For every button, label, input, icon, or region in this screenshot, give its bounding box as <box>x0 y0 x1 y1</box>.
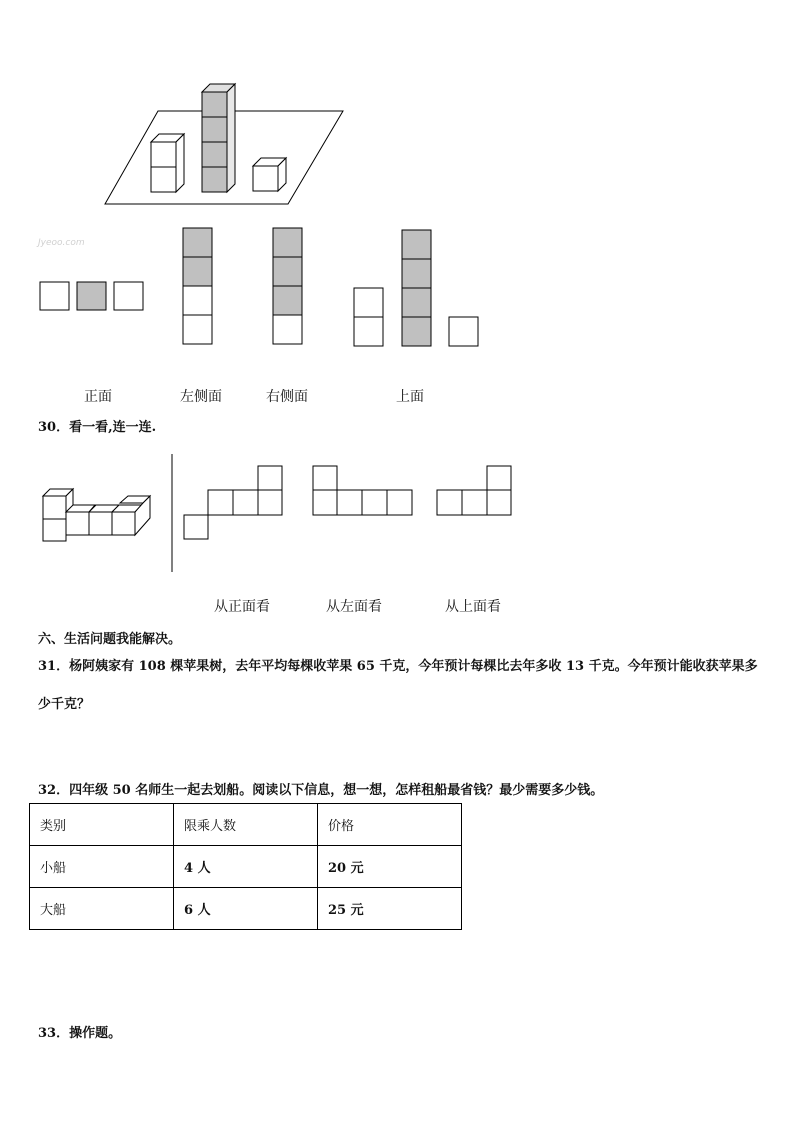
table-row <box>30 888 462 930</box>
question-33-text: 33．操作题。 <box>38 1026 122 1041</box>
left-cube-stack <box>151 134 184 192</box>
table-cell: 4 人 <box>174 846 318 888</box>
table-header-row <box>30 804 462 846</box>
label-top: 上面 <box>396 389 424 405</box>
table-header-cell: 限乘人数 <box>174 804 318 846</box>
table-cell: 6 人 <box>174 888 318 930</box>
table-header-cell: 类别 <box>30 804 174 846</box>
q30-view-option-2 <box>313 466 412 515</box>
label-right-side: 右侧面 <box>266 389 308 405</box>
q30-3d-shape <box>43 489 150 541</box>
table-row <box>30 846 462 888</box>
question-32-text: 32．四年级 50 名师生一起去划船。阅读以下信息，想一想，怎样租船最省钱？最少需要多少钱。 <box>38 783 604 798</box>
left-side-view <box>183 228 212 344</box>
label-from-left: 从左面看 <box>326 599 382 615</box>
cube-stack-figure <box>0 0 794 420</box>
table-cell: 20 元 <box>318 846 462 888</box>
question-31-text: 31．杨阿姨家有 108 棵苹果树，去年平均每棵收苹果 65 千克，今年预计每棵比去年多收 13 千克。今年预计能收获苹果多少千克？ <box>38 659 758 712</box>
tall-cube-stack <box>202 84 235 192</box>
top-view <box>354 230 478 346</box>
table-cell: 大船 <box>30 888 174 930</box>
q30-figure <box>0 440 794 590</box>
q30-view-option-1 <box>184 466 282 539</box>
single-cube <box>253 158 286 191</box>
label-from-top: 从上面看 <box>445 599 501 615</box>
boat-price-table <box>29 803 462 930</box>
watermark: Jyeoo.com <box>38 238 85 248</box>
label-left-side: 左侧面 <box>180 389 222 405</box>
table-header-cell: 价格 <box>318 804 462 846</box>
question-30-title: 30．看一看,连一连. <box>38 420 157 435</box>
q30-view-option-3 <box>437 466 511 515</box>
front-view <box>40 282 143 310</box>
table-cell: 25 元 <box>318 888 462 930</box>
right-side-view <box>273 228 302 344</box>
table-cell: 小船 <box>30 846 174 888</box>
label-from-front: 从正面看 <box>214 599 270 615</box>
label-front: 正面 <box>84 389 112 405</box>
section-6-title: 六、生活问题我能解决。 <box>38 632 182 647</box>
